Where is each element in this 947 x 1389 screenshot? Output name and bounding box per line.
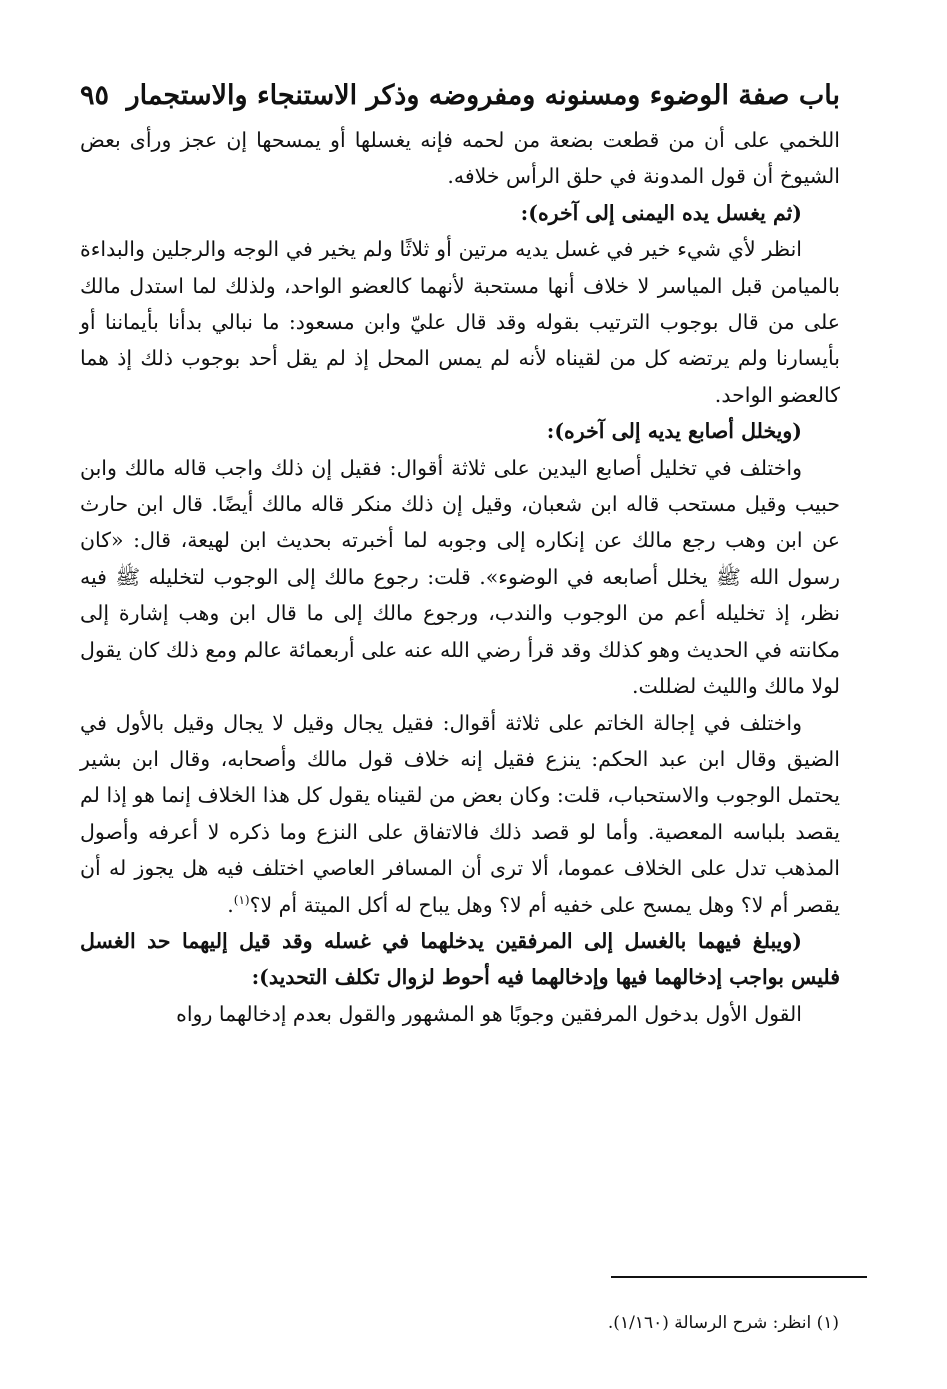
page-body bbox=[80, 70, 840, 1032]
running-header bbox=[80, 70, 840, 122]
footnote-ref[interactable]: (١) bbox=[233, 892, 250, 907]
section-heading-elbows: (ويبلغ فيهما بالغسل إلى المرفقين يدخلهما في غسله وقد قيل إليهما حد الغسل فليس بواجب إدخالهما فيها وإدخالهما فيه أحوط لزوال تكلف التحديد): bbox=[80, 928, 840, 990]
section-heading-right-hand: (ثم يغسل يده اليمنى إلى آخره): bbox=[520, 200, 802, 225]
footnote-divider bbox=[611, 1276, 867, 1278]
paragraph-4-text: واختلف في إجالة الخاتم على ثلاثة أقوال: فقيل يجال وقيل لا يجال وقيل بالأول في الضيق وقال ابن عبد الحكم: ينزع فقيل إنه خلاف قول مالك وأصحابه، وقال ابن بشير يحتمل الوجوب والاستحباب، قلت: وكان بعض من لقيناه يقول كل هذا الخلاف إنما هو إذا لم يقصد بلباسه المعصية. وأما لو قصد ذلك فالاتفاق على النزع وما ذكره لا أعرفه وأصول المذهب تدل على الخلاف عموما، ألا ترى أن المسافر العاصي اختلف فيه هل يجوز له أن يقصر أم لا؟ وهل يمسح على خفيه أم لا؟ وهل يباح له أكل الميتة أم لا؟ bbox=[80, 710, 840, 917]
chapter-title: باب صفة الوضوء ومسنونه ومفروضه وذكر الاستنجاء والاستجمار bbox=[126, 80, 840, 111]
paragraph-4 bbox=[80, 705, 840, 923]
page-number: ٩٥ bbox=[80, 80, 110, 111]
footnote: (١) انظر: شرح الرسالة (١/١٦٠). bbox=[607, 1313, 839, 1333]
paragraph-4-end: . bbox=[227, 892, 234, 917]
paragraph-5: القول الأول بدخول المرفقين وجوبًا هو المشهور والقول بعدم إدخالهما رواه bbox=[176, 1001, 802, 1026]
section-heading-fingers: (ويخلل أصابع يديه إلى آخره): bbox=[546, 419, 802, 444]
paragraph-1: اللخمي على أن من قطعت بضعة من لحمه فإنه يغسلها أو يمسحها إن عجز ورأى بعض الشيوخ أن قول المدونة في حلق الرأس خلافه. bbox=[80, 128, 840, 189]
paragraph-3: واختلف في تخليل أصابع اليدين على ثلاثة أقوال: فقيل إن ذلك واجب قاله مالك وابن حبيب وقيل مستحب قاله ابن شعبان، وقيل إن ذلك منكر قاله مالك أيضًا. قال ابن حارث عن ابن وهب رجع مالك عن إنكاره إلى وجوبه لما أخبرته بحديث ابن لهيعة، قال: «كان رسول الله ﷺ يخلل أصابعه في الوضوء». قلت: رجوع مالك إلى الوجوب لتخليله ﷺ فيه نظر، إذ تخليله أعم من الوجوب والندب، ورجوع مالك إلى ما قال ابن وهب إشارة إلى مكانته في الحديث وهو كذلك وقد قرأ رضي الله عنه على أربعمائة عالم ومع ذلك كان يقول لولا مالك والليث لضللت. bbox=[80, 455, 840, 699]
paragraph-2: انظر لأي شيء خير في غسل يديه مرتين أو ثلاثًا ولم يخير في الوجه والرجلين والبداءة بالميامن قبل المياسر لا خلاف أنها مستحبة لأنهما كالعضو الواحد، ولذلك لما استدل مالك على من قال بوجوب الترتيب بقوله وقد قال عليّ وابن مسعود: ما نبالي بدأنا بأيماننا أو بأيسارنا ولم يرتضه كل من لقيناه لأنه لم يمس المحل إذ لم يقل أحد بوجوب ذلك إذ هما كالعضو الواحد. bbox=[80, 237, 840, 407]
